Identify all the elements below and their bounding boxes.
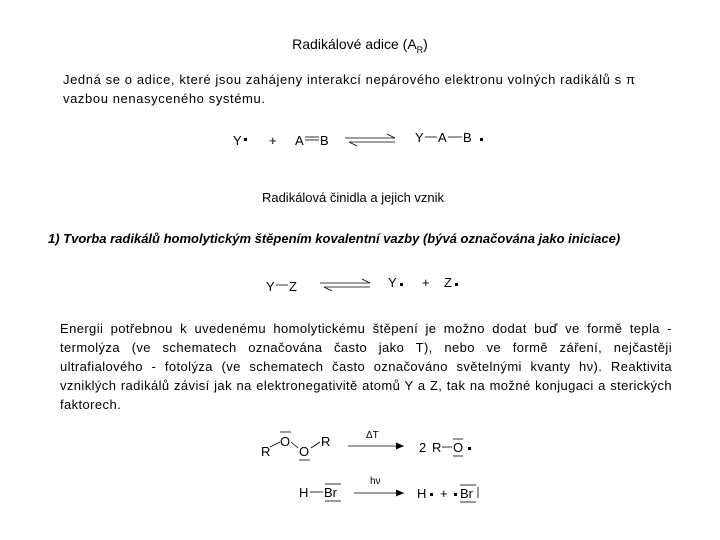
reaction-hbr-photolysis bbox=[290, 472, 490, 504]
reactant-z-label: Z bbox=[289, 279, 297, 294]
atom-o-label: O bbox=[299, 444, 310, 459]
arrow-head-forward bbox=[362, 279, 370, 283]
product-z-label: Z bbox=[444, 275, 452, 290]
plus-sign: + bbox=[422, 275, 430, 290]
product-b-label: B bbox=[463, 130, 472, 145]
page-title: Radikálové adice $(A_R)$ bbox=[292, 36, 428, 55]
radical-dot bbox=[244, 138, 247, 141]
radical-dot bbox=[480, 138, 483, 141]
bond-line bbox=[291, 442, 298, 448]
atom-br-label: Br bbox=[324, 485, 337, 500]
plus-sign: + bbox=[440, 486, 448, 501]
arrow-head bbox=[396, 443, 404, 450]
atom-o-label: O bbox=[453, 440, 464, 455]
energy-paragraph: Energii potřebnou k uvedenému homolytickému štěpení je možno dodat buď ve formě tepla - termolýza (ve schematech označována často jako T), nebo ve formě záření, nejčastěji ultrafialového - fotolýza (ve schematech často označováno světelnými kvanty hν). Reaktivita vzniklých radikálů závisí jak na elektronegativitě atomů Y a Z, tak na možné konjugaci a sterických faktorech. bbox=[60, 321, 672, 412]
coefficient-label: 2 bbox=[419, 440, 427, 455]
atom-h-label: H bbox=[299, 485, 309, 500]
reactant-y-label: Y bbox=[233, 133, 242, 148]
product-a-label: A bbox=[438, 130, 447, 145]
subsection-heading: 1) Tvorba radikálů homolytickým štěpením kovalentní vazby (bývá označována jako iniciace) bbox=[48, 231, 621, 246]
condition-heat-label: ΔT bbox=[366, 430, 379, 441]
reactant-y-label: Y bbox=[266, 279, 275, 294]
atom-o-label: O bbox=[280, 434, 291, 449]
radical-dot bbox=[468, 447, 471, 450]
atom-r-label: R bbox=[432, 440, 442, 455]
reaction-homolysis bbox=[258, 274, 468, 298]
radical-dot bbox=[400, 283, 403, 286]
reactant-b-label: B bbox=[320, 133, 329, 148]
reaction-radical-addition bbox=[225, 128, 485, 152]
intro-paragraph bbox=[63, 70, 673, 108]
plus-sign: + bbox=[269, 133, 277, 148]
atom-r-label: R bbox=[261, 444, 271, 459]
arrow-head bbox=[396, 490, 404, 497]
section-heading: Radikálová činidla a jejich vznik bbox=[261, 190, 445, 205]
intro-line-1: Jedná se o adice, které jsou zahájeny interakcí nepárového elektronu volných radikálů s π bbox=[63, 72, 636, 87]
bond-line bbox=[311, 442, 320, 448]
arrow-head-back bbox=[324, 287, 332, 291]
radical-dot bbox=[430, 493, 433, 496]
atom-h-label: H bbox=[417, 486, 427, 501]
product-y-label: Y bbox=[388, 275, 397, 290]
condition-light-label: hν bbox=[370, 476, 381, 487]
radical-dot bbox=[455, 283, 458, 286]
reactant-a-label: A bbox=[295, 133, 304, 148]
bond-line bbox=[270, 442, 280, 447]
reaction-peroxide-thermolysis bbox=[256, 422, 476, 464]
atom-r-label: R bbox=[321, 434, 331, 449]
arrow-head-back bbox=[349, 142, 357, 146]
radical-dot bbox=[454, 493, 457, 496]
product-y-label: Y bbox=[415, 130, 424, 145]
arrow-head-forward bbox=[387, 134, 395, 138]
intro-line-2: vazbou nenasyceného systému. bbox=[63, 91, 266, 106]
atom-br-label: Br bbox=[460, 486, 473, 501]
